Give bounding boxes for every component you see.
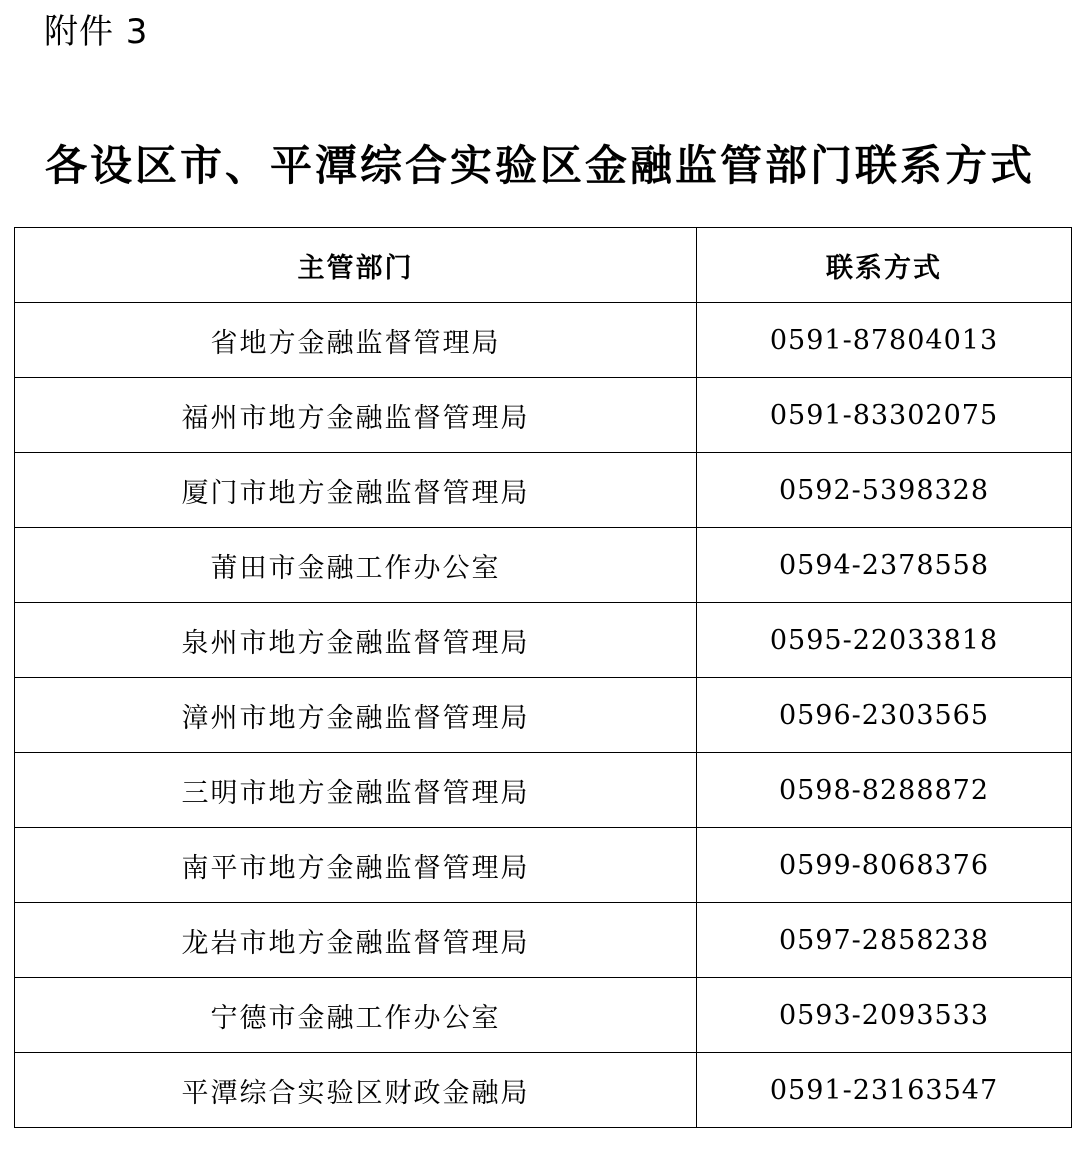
contact-table [14, 227, 1072, 1128]
department-cell: 福州市地方金融监督管理局 [15, 378, 697, 453]
header-contact: 联系方式 [697, 228, 1072, 303]
table-row [15, 303, 1072, 378]
department-cell: 厦门市地方金融监督管理局 [15, 453, 697, 528]
phone-cell: 0591-87804013 [697, 303, 1072, 378]
table-header-row [15, 228, 1072, 303]
phone-cell: 0595-22033818 [697, 603, 1072, 678]
table-row [15, 453, 1072, 528]
phone-cell: 0591-23163547 [697, 1053, 1072, 1128]
phone-cell: 0594-2378558 [697, 528, 1072, 603]
document-title: 各设区市、平潭综合实验区金融监管部门联系方式 [44, 141, 1035, 190]
department-cell: 南平市地方金融监督管理局 [15, 828, 697, 903]
table-row [15, 903, 1072, 978]
department-cell: 省地方金融监督管理局 [15, 303, 697, 378]
table-row [15, 528, 1072, 603]
attachment-label: 附件 3 [44, 12, 149, 52]
department-cell: 莆田市金融工作办公室 [15, 528, 697, 603]
table-row [15, 753, 1072, 828]
phone-cell: 0596-2303565 [697, 678, 1072, 753]
department-cell: 龙岩市地方金融监督管理局 [15, 903, 697, 978]
phone-cell: 0591-83302075 [697, 378, 1072, 453]
department-cell: 泉州市地方金融监督管理局 [15, 603, 697, 678]
department-cell: 宁德市金融工作办公室 [15, 978, 697, 1053]
table-row [15, 978, 1072, 1053]
phone-cell: 0599-8068376 [697, 828, 1072, 903]
phone-cell: 0598-8288872 [697, 753, 1072, 828]
table-row [15, 678, 1072, 753]
table-row [15, 378, 1072, 453]
header-department: 主管部门 [15, 228, 697, 303]
table-row [15, 828, 1072, 903]
phone-cell: 0592-5398328 [697, 453, 1072, 528]
phone-cell: 0597-2858238 [697, 903, 1072, 978]
department-cell: 漳州市地方金融监督管理局 [15, 678, 697, 753]
table-row [15, 1053, 1072, 1128]
department-cell: 平潭综合实验区财政金融局 [15, 1053, 697, 1128]
table-row [15, 603, 1072, 678]
department-cell: 三明市地方金融监督管理局 [15, 753, 697, 828]
phone-cell: 0593-2093533 [697, 978, 1072, 1053]
